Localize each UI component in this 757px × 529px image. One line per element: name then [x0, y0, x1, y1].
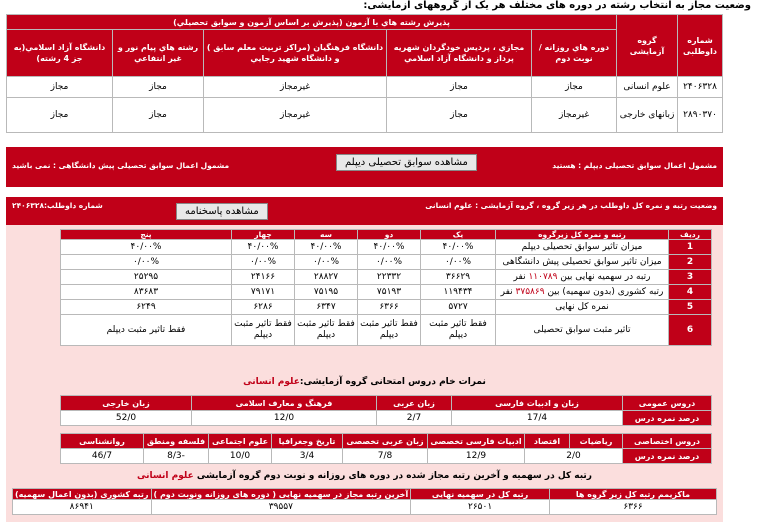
value-cell: ۴۰/۰۰% [61, 240, 232, 255]
value-cell: ۶۳۴۷ [295, 300, 358, 315]
value-cell: ۰/۰۰% [295, 255, 358, 270]
row-number: 1 [669, 240, 712, 255]
group-header: گروه آزمایشی [617, 15, 678, 77]
table-row [61, 255, 712, 270]
volunteer-no-cell: ۲۴۰۶۳۲۸ [678, 77, 723, 98]
score-cell: 17/4 [452, 411, 623, 426]
table-row [61, 240, 712, 255]
payamnoor-header: رشته هاي پيام نور و غير انتفاعي [113, 30, 204, 77]
row-number: 3 [669, 270, 712, 285]
value-cell: ۰/۰۰% [61, 255, 232, 270]
rank-header-bar [6, 197, 723, 225]
view-diploma-button[interactable]: مشاهده سوابق تحصیلی دیپلم [336, 154, 477, 171]
raw-scores-title [6, 377, 723, 387]
day-night-cell: غیرمجاز [532, 98, 617, 133]
raw-scores-group: علوم انسانی [243, 377, 300, 387]
last-rank-title [6, 471, 723, 481]
score-cell [525, 449, 623, 464]
special-col: ادبیات فارسی تخصصی [428, 434, 525, 449]
farhangian-cell: غیرمجاز [204, 77, 387, 98]
general-pct-label: درصد نمره درس [623, 411, 712, 426]
subgroup-2-header: دو [358, 230, 421, 240]
last-rank-col: رتبه کل در سهمیه نهایی [411, 489, 550, 500]
subgroup-label-header: رتبه و نمره کل زیرگروه [496, 230, 669, 240]
special-label: دروس اختصاصی [623, 434, 712, 449]
subgroup-5-header: پنج [61, 230, 232, 240]
row-label-num: ۳۷۵۸۶۹ [515, 287, 545, 297]
general-col: زبان عربی [377, 396, 452, 411]
value-cell: فقط تاثیر مثبت دیپلم [232, 315, 295, 346]
value-cell: ۷۵۱۹۳ [358, 285, 421, 300]
table-row [61, 270, 712, 285]
row-label: میزان تاثیر سوابق تحصیلی پیش دانشگاهی [496, 255, 669, 270]
last-rank-cell: ۲۶۵۰۱ [411, 500, 550, 515]
score-cell: 52/0 [61, 411, 192, 426]
azad-cell: مجاز [7, 77, 113, 98]
group-cell: زبانهای خارجی [617, 98, 678, 133]
value-cell: فقط تاثیر مثبت دیپلم [421, 315, 496, 346]
general-label: دروس عمومی [623, 396, 712, 411]
raw-scores-title-text: نمرات خام دروس امتحانی گروه آزمایشی: [299, 377, 486, 387]
row-number: 4 [669, 285, 712, 300]
value-cell: ۲۴۱۶۶ [232, 270, 295, 285]
score-cell: 3/4 [272, 449, 343, 464]
payamnoor-cell: مجاز [113, 77, 204, 98]
score-cell: 2/7 [377, 411, 452, 426]
virtual-campus-cell: مجاز [387, 98, 532, 133]
row-number: 5 [669, 300, 712, 315]
value-cell: ۵۷۲۷ [421, 300, 496, 315]
payamnoor-cell: مجاز [113, 98, 204, 133]
group-cell: علوم انسانی [617, 77, 678, 98]
row-label [496, 270, 669, 285]
special-scores-table [60, 433, 712, 464]
row-number: 6 [669, 315, 712, 346]
value-cell: ۱۱۹۴۳۴ [421, 285, 496, 300]
view-answer-sheet-button[interactable]: مشاهده پاسخنامه [176, 203, 268, 220]
row-label-pre: رتبه در سهمیه نهایی بین [560, 272, 651, 282]
value-cell: فقط تاثیر مثبت دیپلم [61, 315, 232, 346]
general-scores-table [60, 395, 712, 426]
value-cell: ۲۸۸۲۷ [295, 270, 358, 285]
pre-university-status: مشمول اعمال سوابق تحصیلی پیش دانشگاهی : نمی باشید [12, 161, 230, 170]
special-col: روانشناسی [61, 434, 144, 449]
last-rank-cell: ۳۹۵۵۷ [151, 500, 411, 515]
score-cell: 12/9 [428, 449, 525, 464]
special-col: اقتصاد [525, 434, 570, 449]
subgroup-4-header: چهار [232, 230, 295, 240]
score-cell: 7/8 [343, 449, 428, 464]
last-rank-col: رتبه کشوری (بدون اعمال سهمیه) [13, 489, 152, 500]
score-cell: 12/0 [192, 411, 377, 426]
last-rank-group: علوم انسانی [137, 471, 194, 481]
volunteer-no-cell: ۲۸۹۰۳۷۰ [678, 98, 723, 133]
value-cell: ۳۶۶۲۹ [421, 270, 496, 285]
farhangian-cell: غیرمجاز [204, 98, 387, 133]
value-cell: ۲۵۲۹۵ [61, 270, 232, 285]
value-cell: ۴۰/۰۰% [358, 240, 421, 255]
last-rank-table [12, 488, 717, 515]
value-cell: ۶۲۴۹ [61, 300, 232, 315]
subgroup-table [60, 229, 712, 346]
special-col: تاریخ وجغرافیا [272, 434, 343, 449]
eligibility-row [7, 77, 723, 98]
last-rank-col: ماکزیمم رتبه کل زیر گروه ها [549, 489, 716, 500]
page-title: وضعیت مجاز به انتخاب رشته در دوره های مختلف هر یک از گروههای آزمایشی: [363, 0, 751, 11]
volunteer-number-label: شماره داوطلب:۲۴۰۶۳۲۸ [12, 201, 103, 210]
value-cell: ۶۳۶۶ [358, 300, 421, 315]
value-cell: فقط تاثیر مثبت دیپلم [295, 315, 358, 346]
value-cell: ۷۹۱۷۱ [232, 285, 295, 300]
special-pct-label: درصد نمره درس [623, 449, 712, 464]
subgroup-3-header: سه [295, 230, 358, 240]
rank-status-text: وضعیت رتبه و نمره کل داوطلب در هر زیر گروه ، گروه آزمایشی : علوم انسانی [425, 201, 717, 210]
row-label: نمره کل نهایی [496, 300, 669, 315]
day-night-header: دوره هاي روزانه / نوبت دوم [532, 30, 617, 77]
row-number: 2 [669, 255, 712, 270]
value-cell: ۴۰/۰۰% [421, 240, 496, 255]
last-rank-col: آخرین رتبه مجاز در سهمیه نهایی ( دوره های روزانه ونوبت دوم ) [151, 489, 411, 500]
eligibility-row [7, 98, 723, 133]
virtual-campus-cell: مجاز [387, 77, 532, 98]
farhangian-header: دانشگاه فرهنگيان (مراكز تربيت معلم سابق ) و دانشگاه شهيد رجايي [204, 30, 387, 77]
last-rank-title-text: رتبه کل در سهمیه و آخرین رتبه مجاز شده در دوره های روزانه و نوبت دوم گروه آزمایشی [196, 471, 592, 481]
score-value: 2/0 [566, 451, 581, 461]
table-row [61, 315, 712, 346]
day-night-cell: مجاز [532, 77, 617, 98]
azad-header: دانشگاه آزاد اسلامي(به جز 4 رشته) [7, 30, 113, 77]
special-col: فلسفه ومنطق [144, 434, 209, 449]
row-label-post: نفر [500, 287, 513, 297]
special-col: ریاضیات [570, 434, 623, 449]
diploma-bar [6, 147, 723, 187]
general-col: زبان و ادبیات فارسی [452, 396, 623, 411]
last-rank-cell: ۸۶۹۴۱ [13, 500, 152, 515]
value-cell: ۷۵۱۹۵ [295, 285, 358, 300]
last-rank-cell: ۶۳۶۶ [549, 500, 716, 515]
value-cell: ۴۰/۰۰% [295, 240, 358, 255]
value-cell: ۰/۰۰% [358, 255, 421, 270]
row-label-pre: رتبه کشوری (بدون سهمیه) بین [547, 287, 664, 297]
row-label-num: ۱۱۰۷۸۹ [528, 272, 558, 282]
volunteer-no-header: شماره داوطلبی [678, 15, 723, 77]
eligibility-table [6, 14, 723, 133]
row-label [496, 285, 669, 300]
value-cell: ۴۰/۰۰% [232, 240, 295, 255]
general-col: زبان خارجی [61, 396, 192, 411]
special-col: علوم اجتماعی [209, 434, 272, 449]
general-col: فرهنگ و معارف اسلامی [192, 396, 377, 411]
value-cell: ۸۳۶۸۳ [61, 285, 232, 300]
score-cell: 46/7 [61, 449, 144, 464]
row-header: ردیف [669, 230, 712, 240]
value-cell: ۰/۰۰% [232, 255, 295, 270]
row-label: تاثیر مثبت سوابق تحصیلی [496, 315, 669, 346]
subgroup-1-header: یک [421, 230, 496, 240]
table-row [61, 300, 712, 315]
value-cell: ۲۲۳۳۲ [358, 270, 421, 285]
admission-header: پذیرش رشته هاي با آزمون (پذيرش بر اساس آزمون و سوابق تحصيلي) [7, 15, 617, 30]
virtual-campus-header: مجازي ، پرديس خودگردان شهريه پرداز و دانشگاه آزاد اسلامي [387, 30, 532, 77]
azad-cell: مجاز [7, 98, 113, 133]
value-cell: ۶۲۸۶ [232, 300, 295, 315]
row-label-post: نفر [513, 272, 526, 282]
score-cell: -8/3 [144, 449, 209, 464]
special-col: زبان عربی تخصصی [343, 434, 428, 449]
table-row [61, 285, 712, 300]
diploma-status: مشمول اعمال سوابق تحصیلی دیپلم : هستید [552, 161, 717, 170]
value-cell: ۰/۰۰% [421, 255, 496, 270]
value-cell: فقط تاثیر مثبت دیپلم [358, 315, 421, 346]
row-label: میزان تاثیر سوابق تحصیلی دیپلم [496, 240, 669, 255]
score-cell: 10/0 [209, 449, 272, 464]
